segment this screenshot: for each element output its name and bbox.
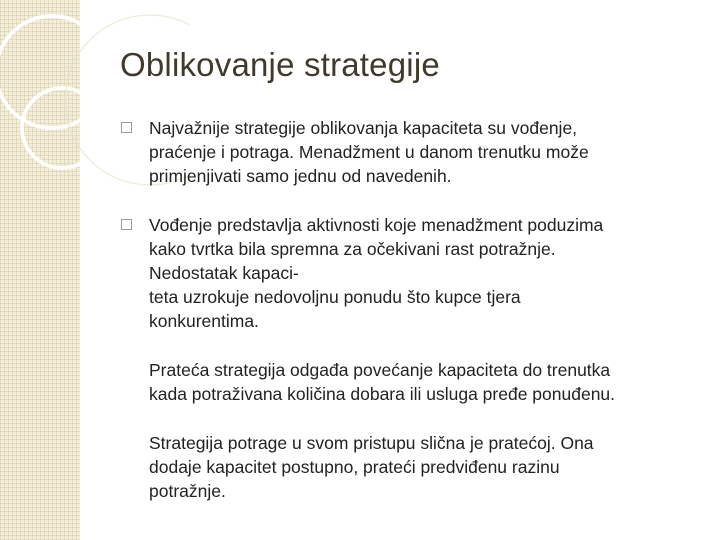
empty-square-glyph-icon — [121, 122, 132, 133]
bullet-line: teta uzrokuje nedovoljnu ponudu što kupce tjera — [149, 287, 521, 307]
paragraph-line: kada potraživana količina dobara ili usluga pređe ponuđenu. — [149, 384, 616, 404]
bullet-line: Vođenje predstavlja aktivnosti koje menadžment poduzima — [149, 215, 604, 235]
bullet-line: Nedostatak kapaci- — [149, 263, 299, 283]
paragraph — [120, 358, 695, 406]
bullet-line: praćenje i potraga. Menadžment u danom trenutku može — [149, 142, 589, 162]
bullet-item — [120, 116, 695, 188]
paragraph-line: potražnje. — [149, 481, 226, 501]
empty-square-glyph-icon — [121, 219, 132, 230]
paragraph-line: Strategija potrage u svom pristupu slična je pratećoj. Ona — [149, 433, 594, 453]
paragraph — [120, 431, 695, 503]
decor-ring-large — [0, 16, 108, 128]
paragraph-line: dodaje kapacitet postupno, prateći predviđenu razinu — [149, 457, 560, 477]
bullet-item — [120, 213, 695, 333]
bullet-line: Najvažnije strategije oblikovanja kapaciteta su vođenje, — [149, 118, 578, 138]
bullet-line: konkurentima. — [149, 311, 259, 331]
bullet-line: primjenjivati samo jednu od navedenih. — [149, 166, 452, 186]
bullet-line: kako tvrtka bila spremna za očekivani rast potražnje. — [149, 239, 556, 259]
slide-title: Oblikovanje strategije — [120, 46, 440, 83]
slide-content — [120, 116, 695, 503]
paragraph-line: Prateća strategija odgađa povećanje kapaciteta do trenutka — [149, 360, 611, 380]
